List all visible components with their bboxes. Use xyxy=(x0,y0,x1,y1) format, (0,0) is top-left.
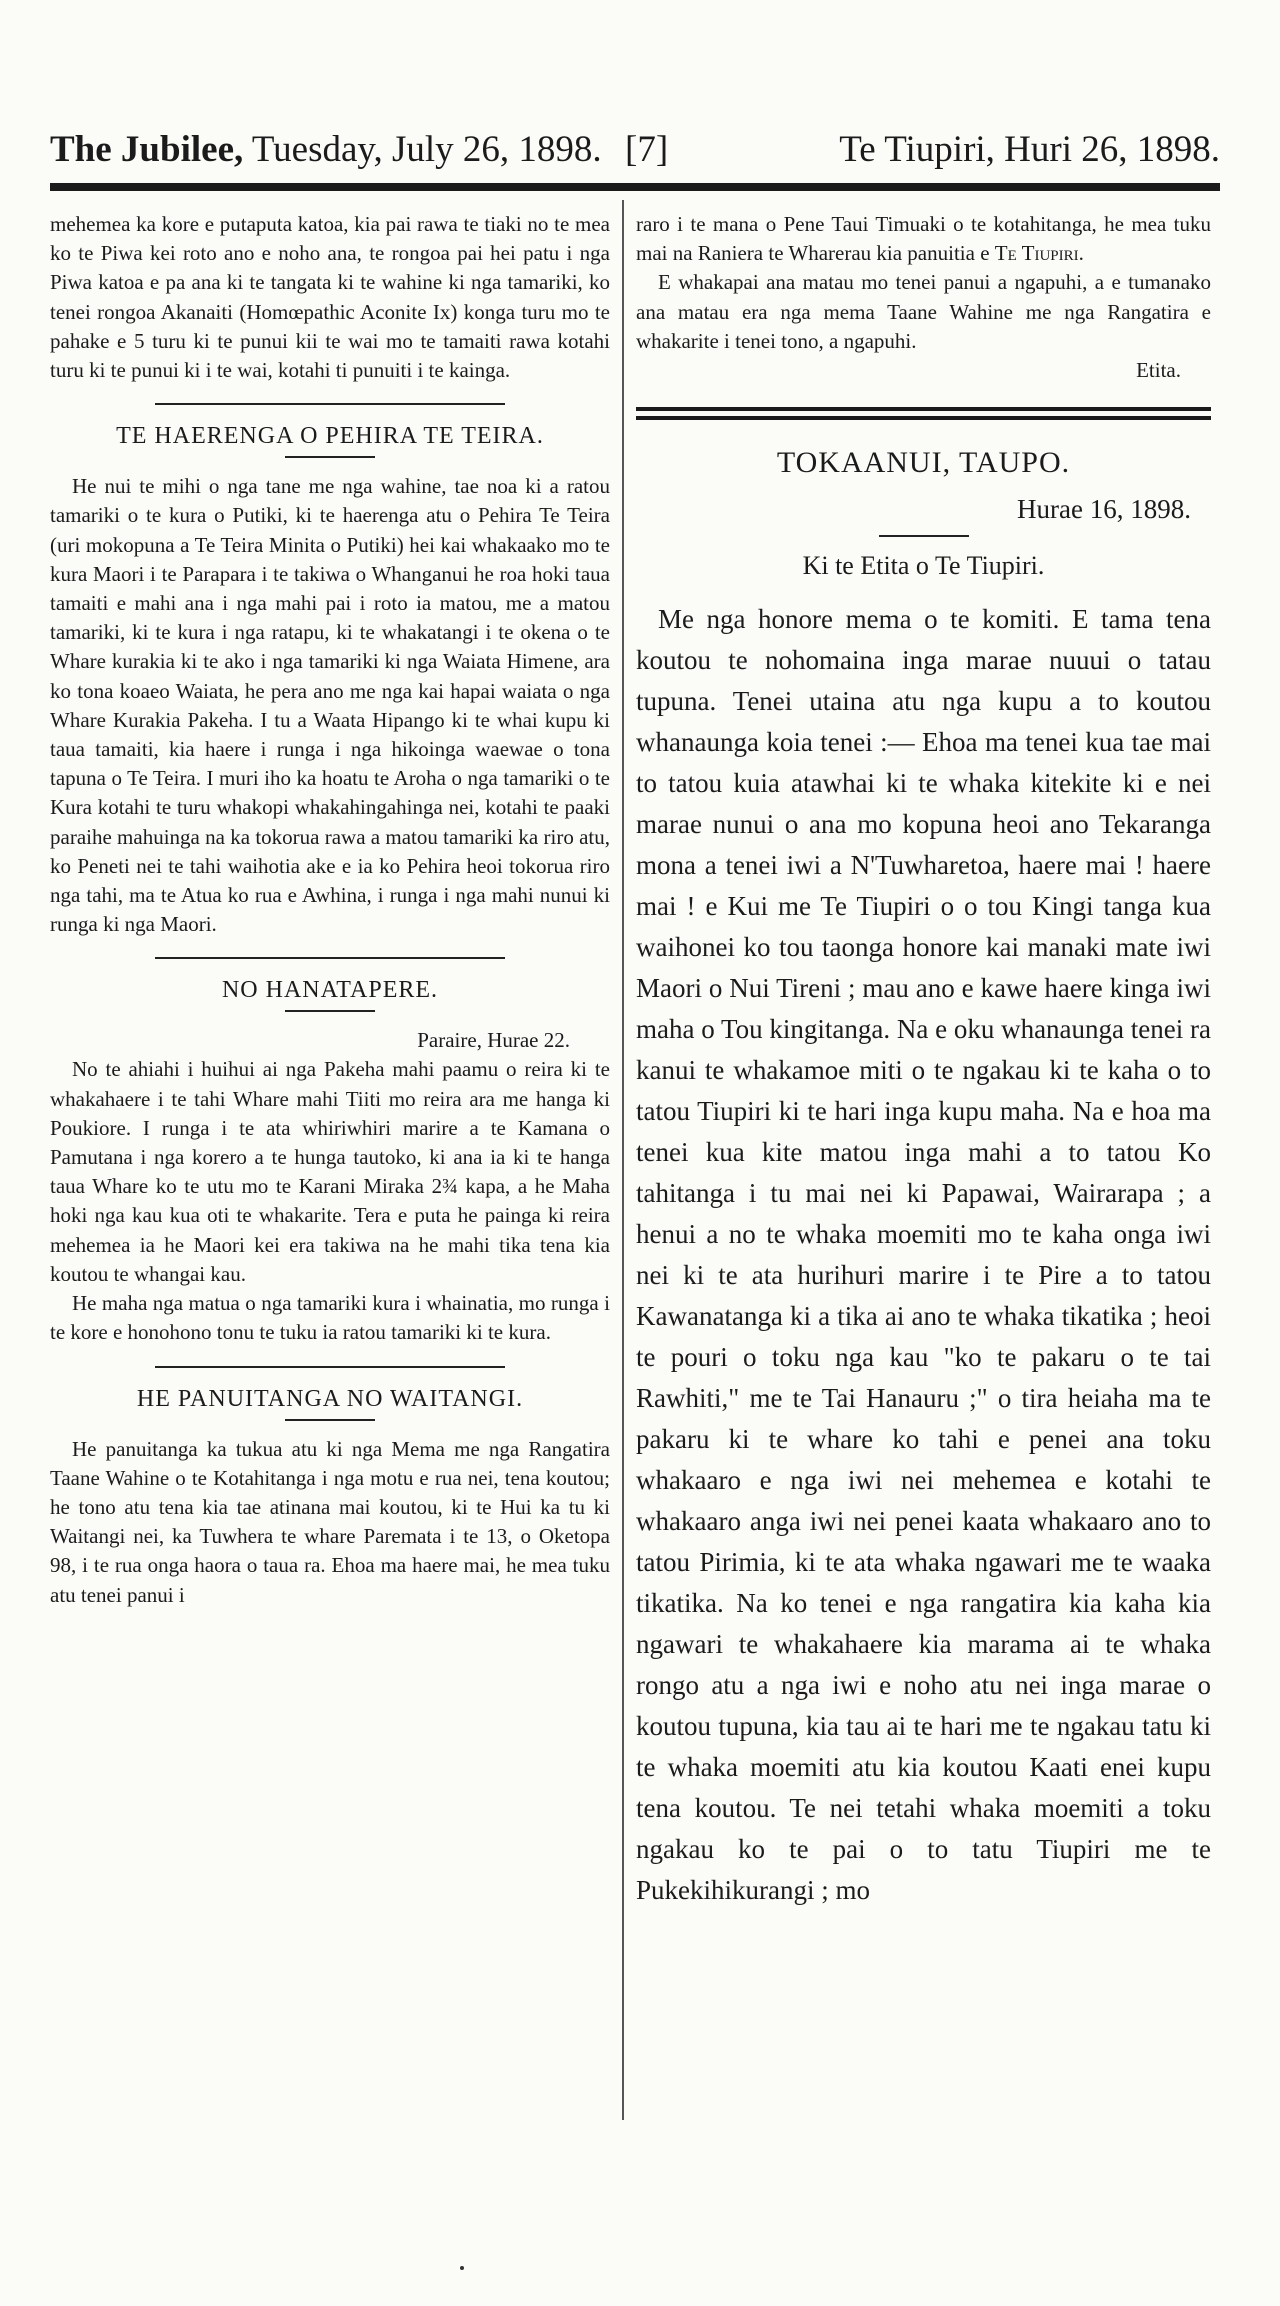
english-date: Tuesday, July 26, 1898. xyxy=(251,129,602,170)
section-title-pehira: TE HAERENGA O PEHIRA TE TEIRA. xyxy=(116,423,544,450)
page-mark xyxy=(460,2266,464,2270)
hanatapere-paragraph-1: No te ahiahi i huihui ai nga Pakeha mahi paamu o reira ki te whakahaere i te tahi Whare mahi Tiiti mo reira ara me hanga ki Poukiore. I runga i te ata whiriwhiri marire a te Kamana o Pamutana i nga korero a te hunga tautoko, ki ana ia ki te hanga taua Whare ko te utu mo te Karani Miraka 2¾ kapa, a he Maha hoki nga kau kua oti te whakarite. Tera e puta he painga ki reira mehemea ia he Maori kei era takiwa na he mahi tika tena kia koutou te whangai kau. xyxy=(50,1057,610,1286)
title-underline xyxy=(285,1010,375,1012)
page-number: [7] xyxy=(625,129,669,170)
editor-signoff: Etita. xyxy=(1136,358,1181,383)
section-divider xyxy=(155,957,505,959)
waitangi-paragraph: He panuitanga ka tukua atu ki nga Mema me nga Rangatira Taane Wahine o te Kotahitanga i nga motu e rua nei, tena koutou; he tono atu tena kia tae atinana mai koutou, ki te Hui ka tu ki Waitangi nei, ka Tuwhera te whare Paremata i te 13, o Oketopa 98, i te rua onga haora o taua ra. Ehoa ma haere mai, he mea tuku atu tenei panui i xyxy=(50,1436,610,1607)
notice-paragraph: E whakapai ana matau mo tenei panui a ngapuhi, a e tumanako ana matau era nga mema Taane Wahine me nga Rangatira e whakarite i tenei tono, a ngapuhi. xyxy=(636,270,1211,353)
section-title-waitangi: HE PANUITANGA NO WAITANGI. xyxy=(136,1385,524,1412)
title-underline xyxy=(879,535,969,537)
paper-name: Te Tiupiri. xyxy=(994,241,1084,266)
article-salutation: Ki te Etita o Te Tiupiri. xyxy=(802,551,1045,581)
hanatapere-paragraph-2: He maha nga matua o nga tamariki kura i whainatia, mo runga i te kore e honohono tonu te tuku ia ratou tamariki ki te kura. xyxy=(50,1291,610,1345)
article-date: Hurae 16, 1898. xyxy=(1017,494,1191,525)
hanatapere-date: Paraire, Hurae 22. xyxy=(417,1028,570,1053)
continued-text-body: raro i te mana o Pene Taui Timuaki o te kotahitanga, he mea tuku mai na Raniera te Wharerau kia panuitia e xyxy=(636,212,1211,266)
left-column xyxy=(50,210,610,1610)
double-rule xyxy=(636,407,1211,420)
continued-text xyxy=(636,210,1211,268)
header-rule xyxy=(50,183,1220,191)
column-divider xyxy=(622,200,624,2120)
article-body: Me nga honore mema o te komiti. E tama tena koutou te nohomaina inga marae nuuui o tatau tupuna. Tenei utaina atu nga kupu a to koutou whanaunga koia tenei :— Ehoa ma tenei kua tae mai to tatou kuia atawhai ki te whaka kitekite ki e nei marae nunui o ana mo kopuna heoi ano Tekaranga mona a tenei iwi a N'Tuwharetoa, haere mai ! haere mai ! e Kui me Te Tiupiri o o tou Kingi tanga kua waihonei ko tou taonga honore kai manaki mate iwi Maori o Nui Tireni ; mau ano e kawe haere kinga iwi maha o Tou kingitanga. Na e oku whanaunga tenei ra kanui te whakamoe miti o te ngakau ki te kaha o to tatou Tiupiri ki te hari inga kupu maha. Na e hoa ma tenei kua kite matou inga mahi a to tatou Ko tahitanga i tu mai nei ki Papawai, Wairarapa ; a henui a no te whaka moemiti mo te kaha onga iwi nei ki te ata hurihuri marire i te Pire a to tatou Kawanatanga ki a tika ai ano te whaka tikatika ; heoi te pouri o toku nga kau "ko te pakaru o te tai Rawhiti," me te Tai Hanauru ;" o tira heiaha ma te pakaru ki te whare ko tahi e penei ana toku whakaaro e nga iwi nei mehemea e kotahi te whakaaro anga iwi nei penei kaata whakaaro ano to tatou Pirimia, ki te ata whaka ngawari me te waaka tikatika. Na ko tenei e nga rangatira kia kaha kia ngawari te whakahaere kia marama ai te whaka rongo atu a nga iwi e noho atu nei inga marae o koutou tupuna, kia tau ai te hari me te ngakau tatu ki te whaka moemiti atu kia koutou Kaati enei kupu tena koutou. Te nei tetahi whaka moemiti a toku ngakau ko te pai o to tatu Tiupiri me te Pukekihikurangi ; mo xyxy=(636,604,1211,1906)
right-column xyxy=(636,210,1211,1911)
title-underline xyxy=(285,456,375,458)
intro-paragraph: mehemea ka kore e putaputa katoa, kia pai rawa te tiaki no te mea ko te Piwa kei roto ano e noho ana, te rongoa pai hei patu i nga Piwa katoa e pa ana ki te tangata ki te wahine ki nga tamariki, ko tenei rongoa Akanaiti (Homœpathic Aconite Ix) konga turu mo te pahake e 5 turu ki te punui kii te wai mo te tamaiti rawa kotahi turu ki te punui ki i te wai, kotahi ti punuiti i te kainga. xyxy=(50,212,610,383)
maori-date: Te Tiupiri, Huri 26, 1898. xyxy=(839,129,1220,170)
section-divider xyxy=(155,1366,505,1368)
pehira-paragraph: He nui te mihi o nga tane me nga wahine, tae noa ki a ratou tamariki o te kura o Putiki, ki te haerenga atu o Pehira Te Teira (uri mokopuna a Te Teira Minita o Putiki) hei kai whakaako mo te kura Maori i te Parapara i te takiwa o Whanganui he roa hoki taua tamaiti e mahi ana i nga mahi pai i roto ia matou, me a matou tamariki, ki te kura i nga ratapu, ki te whakatangi i te okena o te Whare kurakia ki te ako i nga tamariki ki nga Waiata Himene, ara ko tona koaeo Waiata, he pera ano me nga kai hapai waiata o nga Whare Kurakia Pakeha. I tu a Waata Hipango ki te whai kupu ki taua tamaiti, kia haere i runga i nga hikoinga waewae o tona tapuna o Te Teira. I muri iho ka hoatu te Aroha o nga tamariki o te Kura kotahi te turu whakopi whakahingahinga nei, kotahi te paaki paraihe mahuinga na ka tokorua rawa a matou tamariki ka riro atu, ko Peneti nei te tahi waihotia ake e ia ko Pehira heoi tokorua riro nga tahi, ma te Atua ko rua e Awhina, i runga i nga mahi nunui ki runga ki nga Maori. xyxy=(50,474,610,937)
header-left xyxy=(50,128,602,171)
masthead-title: The Jubilee, xyxy=(50,129,244,170)
article-title: TOKAANUI, TAUPO. xyxy=(776,446,1071,480)
title-underline xyxy=(285,1419,375,1421)
section-title-hanatapere: NO HANATAPERE. xyxy=(221,977,439,1004)
section-divider xyxy=(155,403,505,405)
page-header xyxy=(50,128,1220,178)
